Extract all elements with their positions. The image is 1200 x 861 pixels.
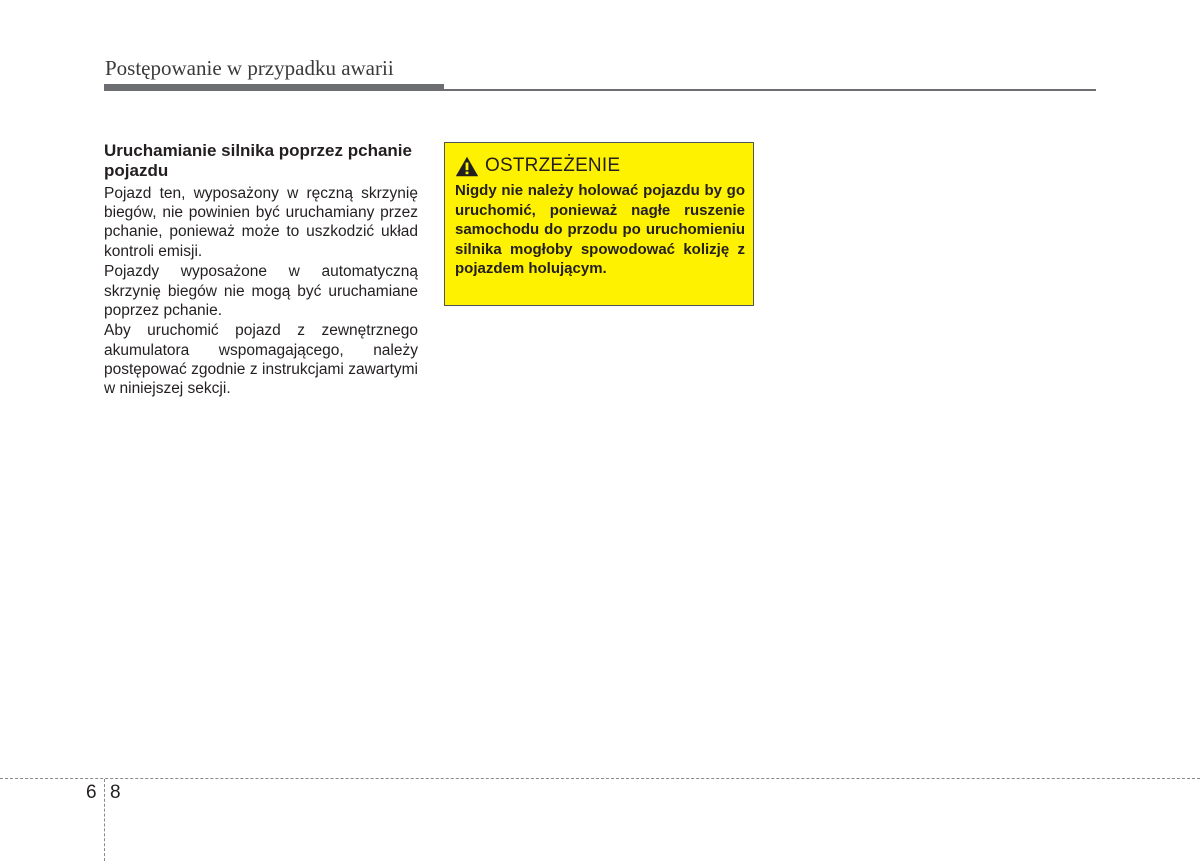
chapter-number: 6 <box>86 782 97 803</box>
footer-vertical-divider <box>104 779 105 861</box>
warning-triangle-icon <box>455 156 479 177</box>
paragraph-manual-transmission: Pojazd ten, wyposażony w ręczną skrzynię biegów, nie powinien być uruchamiany przez pchanie, ponieważ może to uszkodzić układ kontroli emisji. <box>104 185 418 260</box>
body-text <box>104 184 418 400</box>
running-header: Postępowanie w przypadku awarii <box>105 56 394 80</box>
warning-title: OSTRZEŻENIE <box>485 155 621 176</box>
warning-text: Nigdy nie należy holować pojazdu by go uruchomić, ponieważ nagłe ruszenie samochodu do przodu po uruchomieniu silnika mogłoby spowodować kolizję z pojazdem holującym. <box>455 182 745 277</box>
page-number: 8 <box>110 782 121 803</box>
warning-header <box>455 155 620 177</box>
section-heading: Uruchamianie silnika poprzez pchanie pojazdu <box>104 141 412 180</box>
paragraph-jump-start: Aby uruchomić pojazd z zewnętrznego akumulatora wspomagającego, należy postępować zgodnie z instrukcjami zawartymi w niniejszej sekcji. <box>104 322 418 398</box>
warning-box <box>444 142 754 306</box>
header-rule <box>104 89 1096 91</box>
footer-divider <box>0 778 1200 779</box>
paragraph-automatic-transmission: Pojazdy wyposażone w automatyczną skrzynię biegów nie mogą być uruchamiane poprzez pchanie. <box>104 263 418 319</box>
